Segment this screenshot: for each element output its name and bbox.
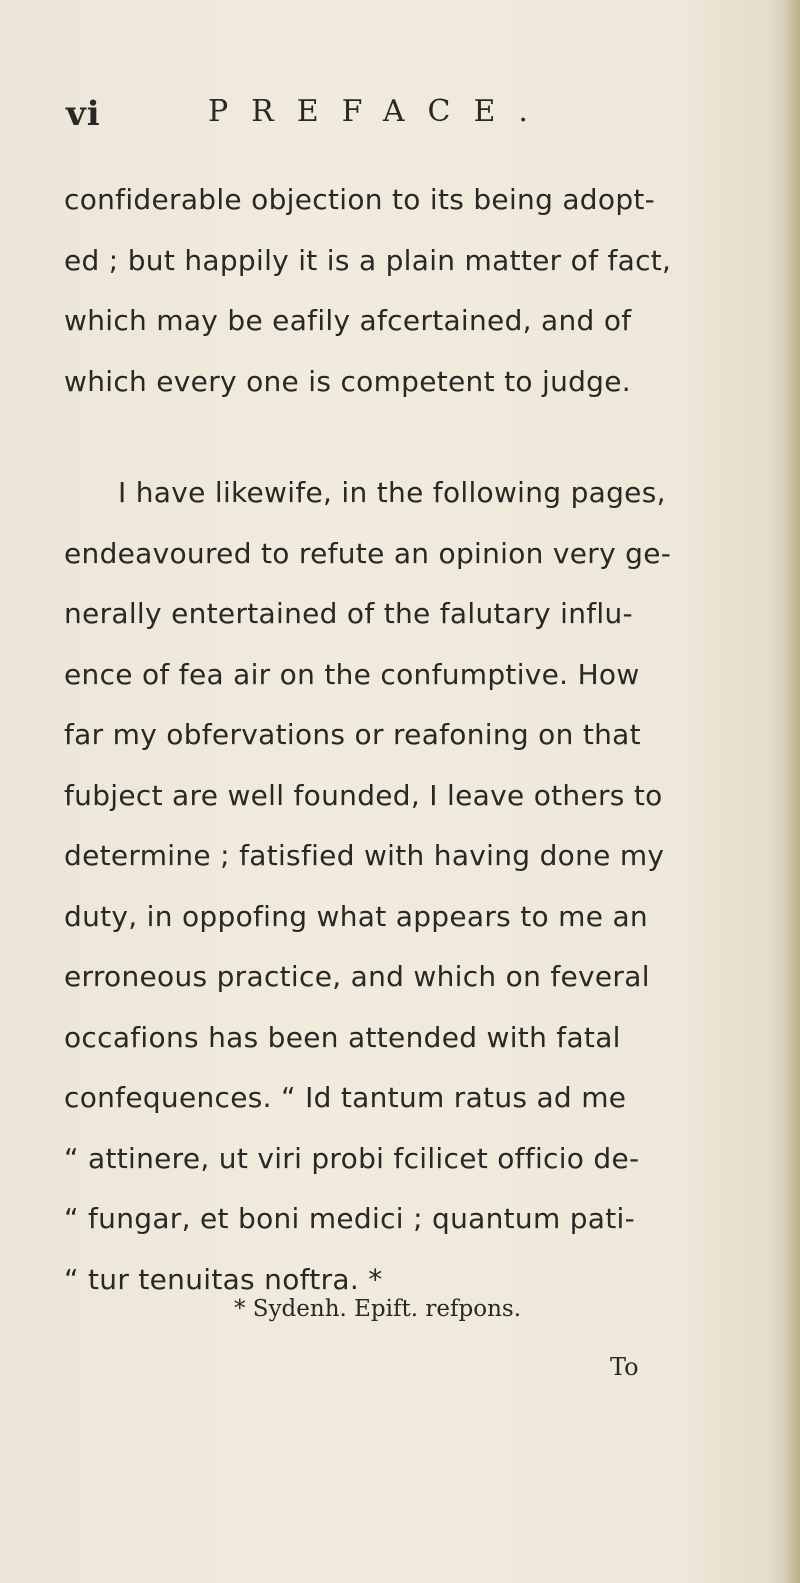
text-line: fubject are well founded, I leave others to: [64, 778, 663, 812]
text-line: nerally entertained of the falutary influ-: [64, 597, 633, 630]
page-edge-shadow: [782, 0, 800, 1583]
text-line: confiderable objection to its being adopt-: [64, 183, 656, 216]
footnote: * Sydenh. Epift. refpons.: [234, 1296, 522, 1322]
text-line: occafions has been attended with fatal: [64, 1020, 621, 1054]
page-header: [66, 94, 646, 144]
text-line: ed ; but happily it is a plain matter of fact,: [64, 243, 672, 277]
text-line: far my obfervations or reafoning on that: [64, 718, 641, 751]
paragraph-1: [64, 170, 672, 412]
text-line: endeavoured to refute an opinion very ge-: [64, 536, 672, 570]
paragraph-2: [64, 463, 672, 1310]
catchword: To: [610, 1353, 639, 1381]
page-number: vi: [66, 94, 101, 134]
text-line: determine ; fatisfied with having done my: [64, 839, 665, 872]
text-line: which every one is competent to judge.: [64, 364, 631, 398]
running-head: PREFACE.: [208, 94, 551, 129]
paragraph-gap: [64, 412, 664, 463]
text-line: I have likewife, in the following pages,: [118, 476, 666, 509]
text-line: “ tur tenuitas noftra. *: [64, 1262, 383, 1296]
text-line: confequences. “ Id tantum ratus ad me: [64, 1081, 627, 1114]
text-line: duty, in oppofing what appears to me an: [64, 899, 648, 933]
text-line: erroneous practice, and which on feveral: [64, 960, 650, 993]
body-text: [64, 170, 672, 1310]
text-line: which may be eafily afcertained, and of: [64, 304, 632, 337]
text-line: ence of fea air on the confumptive. How: [64, 657, 640, 691]
text-line: “ attinere, ut viri probi fcilicet officio de-: [64, 1141, 640, 1175]
text-line: “ fungar, et boni medici ; quantum pati-: [64, 1202, 636, 1235]
